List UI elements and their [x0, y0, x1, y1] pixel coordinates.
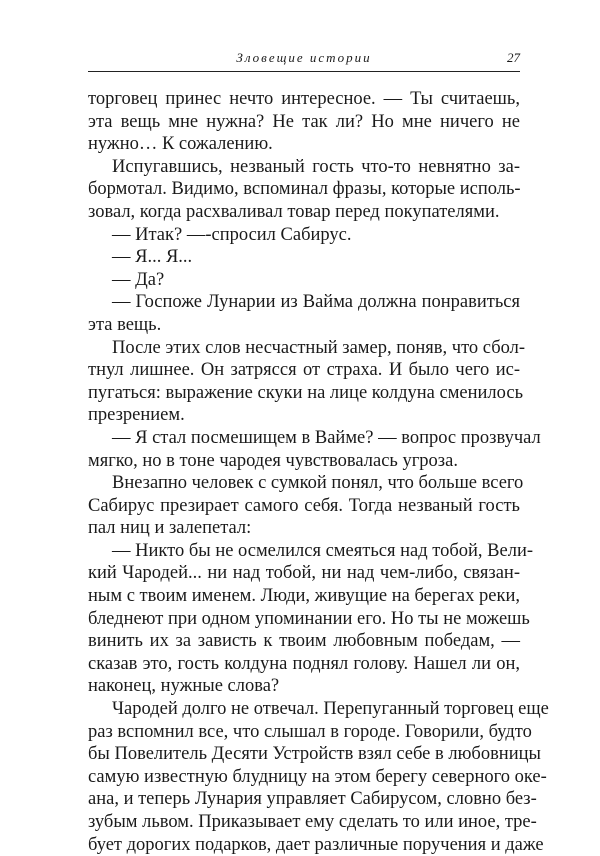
- text-line: ана, и теперь Лунария управляет Сабирусом, словно без-: [88, 789, 537, 810]
- text-line: мягко, но в тоне чародея чувствовалась угроза.: [88, 450, 458, 471]
- text-line: Внезапно человек с сумкой понял, что больше всего: [112, 473, 524, 494]
- text-line: — Итак? —-спросил Сабирус.: [112, 224, 352, 245]
- text-line: — Я... Я...: [112, 247, 193, 268]
- text-line: зубым львом. Приказывает ему сделать то или иное, тре-: [88, 812, 537, 832]
- text-line: бы Повелитель Десяти Устройств взял себе в любовницы: [88, 744, 541, 765]
- text-line: презрением.: [88, 405, 185, 426]
- text-line: Испугавшись, незваный гость что-то невнятно за-: [112, 156, 520, 177]
- text-line: — Я стал посмешищем в Вайме? — вопрос прозвучал: [112, 427, 541, 448]
- text-line: Чародей долго не отвечал. Перепуганный торговец еще: [112, 699, 549, 720]
- text-line: самую известную блудницу на этом берегу северного оке-: [88, 766, 547, 787]
- text-line: пугаться: выражение скуки на лице колдуна сменилось: [88, 382, 524, 403]
- text-line: После этих слов несчастный замер, поняв, что сбол-: [112, 337, 526, 358]
- text-line: тнул лишнее. Он затрясся от страха. И было чего ис-: [88, 360, 520, 381]
- text-line: эта вещь мне нужна? Не так ли? Но мне ничего не: [88, 111, 520, 132]
- text-line: сказав это, гость колдуна поднял голову. Нашел ли он,: [88, 653, 520, 674]
- text-line: пал ниц и залепетал:: [88, 518, 252, 539]
- running-title: Зловещие истории: [236, 50, 372, 65]
- text-line: — Никто бы не осмелился смеяться над тобой, Вели-: [112, 540, 534, 561]
- page-number: 27: [507, 50, 520, 65]
- text-line: бует дорогих подарков, дает различные поручения и даже: [88, 834, 544, 855]
- text-line: бормотал. Видимо, вспоминал фразы, которые исполь-: [88, 179, 521, 200]
- text-line: эта вещь.: [88, 314, 162, 335]
- text-line: Сабирус презирает самого себя. Тогда незваный гость: [88, 495, 520, 516]
- text-line: ным с твоим именем. Люди, живущие на берегах реки,: [88, 586, 520, 607]
- text-line: винить их за зависть к твоим любовным победам, —: [88, 631, 520, 652]
- text-line: торговец принес нечто интересное. — Ты считаешь,: [88, 89, 520, 109]
- text-line: — Госпоже Лунарии из Вайма должна понравиться: [112, 292, 520, 313]
- text-line: зовал, когда расхваливал товар перед покупателями.: [88, 201, 500, 222]
- text-line: — Да?: [112, 269, 165, 290]
- running-header: [88, 47, 520, 72]
- body-text: [88, 88, 549, 856]
- text-line: нужно… К сожалению.: [88, 134, 273, 155]
- text-line: бледнеют при одном упоминании его. Но ты не можешь: [88, 608, 530, 629]
- text-line: раз вспомнил все, что слышал в городе. Говорили, будто: [88, 721, 532, 742]
- text-line: кий Чародей... ни над тобой, ни над чем-либо, связан-: [88, 563, 520, 584]
- text-line: наконец, нужные слова?: [88, 676, 280, 697]
